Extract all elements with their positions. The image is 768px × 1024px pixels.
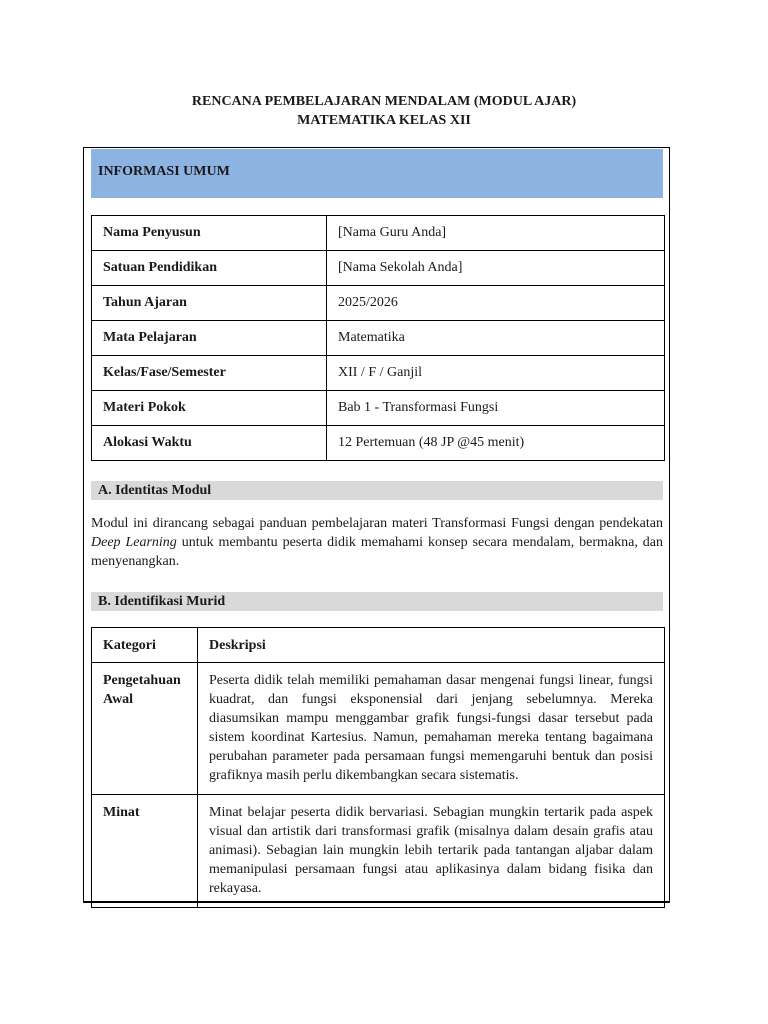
info-label: Materi Pokok <box>92 391 327 426</box>
identitas-modul-heading: A. Identitas Modul <box>91 481 663 500</box>
table-row <box>92 356 665 391</box>
info-value: Matematika <box>327 321 665 356</box>
table-row <box>92 321 665 356</box>
info-label: Alokasi Waktu <box>92 426 327 461</box>
informasi-umum-table <box>91 215 665 461</box>
module-frame <box>83 147 670 903</box>
info-label: Nama Penyusun <box>92 216 327 251</box>
table-row <box>92 286 665 321</box>
info-label: Satuan Pendidikan <box>92 251 327 286</box>
table-row <box>92 795 665 908</box>
info-label: Tahun Ajaran <box>92 286 327 321</box>
info-value: 12 Pertemuan (48 JP @45 menit) <box>327 426 665 461</box>
info-value: [Nama Sekolah Anda] <box>327 251 665 286</box>
kategori-cell: Minat <box>92 795 198 908</box>
identifikasi-murid-heading: B. Identifikasi Murid <box>91 592 663 611</box>
table-row <box>92 426 665 461</box>
paragraph-italic-term: Deep Learning <box>91 535 177 550</box>
identifikasi-murid-table <box>91 627 665 908</box>
table-header-row <box>92 628 665 663</box>
informasi-umum-heading: INFORMASI UMUM <box>91 149 663 198</box>
table-row <box>92 391 665 426</box>
column-header-kategori: Kategori <box>92 628 198 663</box>
table-row <box>92 663 665 795</box>
info-value: Bab 1 - Transformasi Fungsi <box>327 391 665 426</box>
column-header-deskripsi: Deskripsi <box>198 628 665 663</box>
title-line-2: MATEMATIKA KELAS XII <box>297 113 471 128</box>
deskripsi-cell: Minat belajar peserta didik bervariasi. Sebagian mungkin tertarik pada aspek visual dan artistik dari transformasi grafik (misalnya dalam desain grafis atau animasi). Sebagian lain mungkin lebih tertarik pada tantangan aljabar dalam memanipulasi persamaan fungsi atau aplikasinya dalam bidang fisika dan rekayasa. <box>198 795 665 908</box>
identitas-modul-paragraph <box>91 514 663 571</box>
table-row <box>92 251 665 286</box>
deskripsi-cell: Peserta didik telah memiliki pemahaman dasar mengenai fungsi linear, fungsi kuadrat, dan fungsi eksponensial dari jenjang sebelumnya. Mereka diasumsikan mampu menggambar grafik fungsi-fungsi dasar tersebut pada sistem koordinat Kartesius. Namun, pemahaman mereka tentang bagaimana perubahan parameter pada persamaan fungsi memengaruhi bentuk dan posisi grafiknya masih perlu dikembangkan secara sistematis. <box>198 663 665 795</box>
info-label: Kelas/Fase/Semester <box>92 356 327 391</box>
document-title <box>0 92 768 130</box>
info-value: XII / F / Ganjil <box>327 356 665 391</box>
info-value: 2025/2026 <box>327 286 665 321</box>
title-line-1: RENCANA PEMBELAJARAN MENDALAM (MODUL AJAR) <box>191 94 577 109</box>
paragraph-text: Modul ini dirancang sebagai panduan pembelajaran materi Transformasi Fungsi dengan pendekatan <box>91 516 663 531</box>
info-value: [Nama Guru Anda] <box>327 216 665 251</box>
table-row <box>92 216 665 251</box>
kategori-cell: Pengetahuan Awal <box>92 663 198 795</box>
info-label: Mata Pelajaran <box>92 321 327 356</box>
paragraph-text: untuk membantu peserta didik memahami konsep secara mendalam, bermakna, dan menyenangkan. <box>91 535 663 569</box>
